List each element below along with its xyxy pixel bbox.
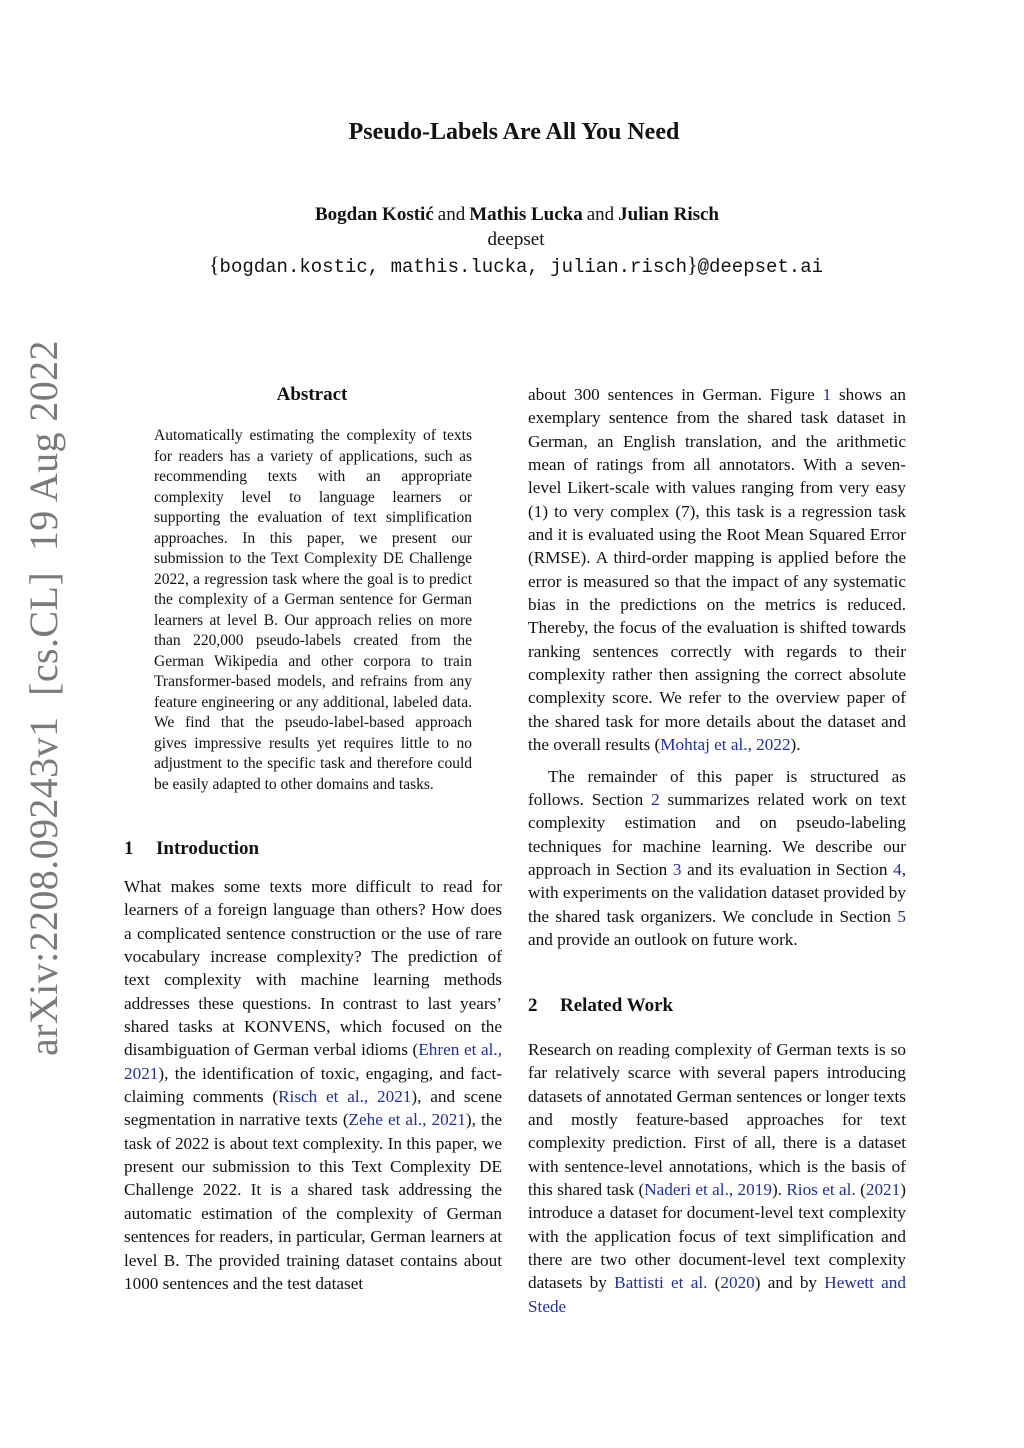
email-users: bogdan.kostic, mathis.lucka, julian.risch [219, 256, 688, 278]
section-number: 1 [124, 838, 134, 859]
related-work-body [528, 1038, 906, 1318]
text-run: What makes some texts more difficult to read for learners of a foreign language than others? How does a complicated sentence construction or the use of rare vocabulary increase complexity? The prediction of text complexity with machine learning methods addresses these questions. In contrast to last years’ shared tasks at KONVENS, which focused on the disambiguation of German verbal idioms ( [124, 877, 502, 1060]
paper-title: Pseudo-Labels Are All You Need [348, 119, 680, 145]
text-run: ). [771, 1180, 787, 1200]
section-title: Introduction [156, 838, 260, 859]
citation-link[interactable]: Ehren et al., 2021 [124, 1040, 502, 1083]
citation-link[interactable]: Hewett and Stede [528, 1273, 906, 1316]
citation-link[interactable]: Naderi et al., 2019 [644, 1180, 772, 1200]
author-name: Bogdan Kostić [315, 204, 434, 225]
text-run: ( [707, 1273, 721, 1293]
intro-paragraph [124, 875, 502, 1295]
intro-paragraph-continued [528, 383, 906, 757]
abstract-heading: Abstract [276, 384, 348, 405]
text-run: The remainder of this paper is structured as follows. Section [528, 766, 906, 809]
author-separator: and [437, 204, 466, 225]
citation-link[interactable]: Risch et al., 2021 [278, 1087, 412, 1107]
right-column-body [528, 383, 906, 951]
left-column-body [124, 875, 502, 1295]
intro-paragraph [528, 765, 906, 952]
abstract-body [154, 426, 472, 795]
author-name: Mathis Lucka [469, 204, 583, 225]
text-run: ). [790, 735, 801, 755]
text-run: about 300 sentences in German. Figure [528, 385, 823, 404]
citation-link[interactable]: Zehe et al., 2021 [348, 1110, 466, 1130]
text-run: Research on reading complexity of German texts is so far relatively scarce with several papers introducing datasets of annotated German sentences or longer texts and mostly feature-based approaches for text complexity prediction. First of all, there is a dataset with sentence-level annotations, which is the basis of this shared task ( [528, 1040, 906, 1200]
arxiv-stamp: arXiv:2208.09243v1 [cs.CL] 19 Aug 2022 [21, 340, 66, 1056]
section-number: 2 [528, 995, 538, 1016]
citation-link[interactable]: Mohtaj et al., 2022 [660, 735, 791, 755]
citation-link[interactable]: Battisti et al. [614, 1273, 708, 1293]
section-ref-link[interactable]: 5 [897, 906, 906, 926]
text-run: ) introduce a dataset for document-level text complexity with the application focus of text simplification and there are two other document-level text complexity datasets by [528, 1180, 906, 1293]
section-heading-introduction [124, 836, 259, 862]
email-brace-close: } [687, 252, 698, 277]
text-run: , with experiments on the validation dataset provided by the shared task organizers. We conclude in Section [528, 859, 906, 926]
author-separator: and [586, 204, 615, 225]
section-heading-related-work [528, 993, 673, 1019]
citation-year-link[interactable]: 2020 [720, 1273, 755, 1293]
abstract-text: Automatically estimating the complexity of texts for readers has a variety of applications, such as recommending texts with an appropriate complexity level to language learners or supporting the evaluation of text simplification approaches. In this paper, we present our submission to the Text Complexity DE Challenge 2022, a regression task where the goal is to predict the complexity of a German sentence for German learners at level B. Our approach relies on more than 220,000 pseudo-labels created from the German Wikipedia and other corpora to train Transformer-based models, and refrains from any feature engineering or any additional, labeled data. We find that the pseudo-label-based approach gives impressive results yet requires little to no adjustment to the specific task and therefore could be easily adapted to other domains and tasks. [154, 427, 472, 793]
text-run: ), and scene segmentation in narrative texts ( [124, 1087, 502, 1130]
citation-link[interactable]: Rios et al. [786, 1180, 856, 1200]
section-ref-link[interactable]: 3 [672, 859, 682, 879]
author-list [0, 202, 1024, 228]
section-title: Related Work [560, 995, 674, 1016]
text-run: ( [855, 1180, 866, 1200]
text-run: ), the task of 2022 is about text complexity. In this paper, we present our submission to this Text Complexity DE Challenge 2022. It is a shared task addressing the automatic estimation of the complexity of German sentences for readers, in particular, German learners at level B. The provided training dataset contains about 1000 sentences and the test dataset [124, 1110, 502, 1293]
section-ref-link[interactable]: 4 [893, 859, 902, 879]
text-run: shows an exemplary sentence from the shared task dataset in German, an English translation, and the arithmetic mean of ratings from all annotators. With a seven-level Likert-scale with values ranging from very easy (1) to very complex (7), this task is a regression task and it is evaluated using the Root Mean Squared Error (RMSE). A third-order mapping is applied before the error is measured so that the impact of any systematic bias in the predictions on the metrics is reduced. Thereby, the focus of the evaluation is shifted towards ranking sentences correctly with regards to their complexity rather then assigning the correct absolute complexity score. We refer to the overview paper of the shared task for more details about the dataset and the overall results ( [528, 385, 907, 755]
text-run: ), the identification of toxic, engaging, and fact-claiming comments ( [124, 1063, 502, 1107]
affiliation: deepset [487, 229, 545, 250]
figure-ref-link[interactable]: 1 [822, 385, 832, 404]
email-domain: @deepset.ai [697, 256, 824, 278]
text-run: summarizes related work on text complexity estimation and on pseudo-labeling techniques for machine learning. We describe our approach in Section [528, 789, 906, 879]
text-run: and its evaluation in Section [681, 859, 894, 879]
author-name: Julian Risch [618, 204, 719, 225]
related-paragraph [528, 1038, 906, 1318]
author-emails [0, 252, 1024, 280]
section-ref-link[interactable]: 2 [651, 789, 660, 809]
citation-year-link[interactable]: 2021 [865, 1180, 901, 1200]
text-run: ) and by [754, 1273, 825, 1293]
text-run: and provide an outlook on future work. [528, 929, 798, 949]
email-brace-open: { [208, 252, 220, 277]
